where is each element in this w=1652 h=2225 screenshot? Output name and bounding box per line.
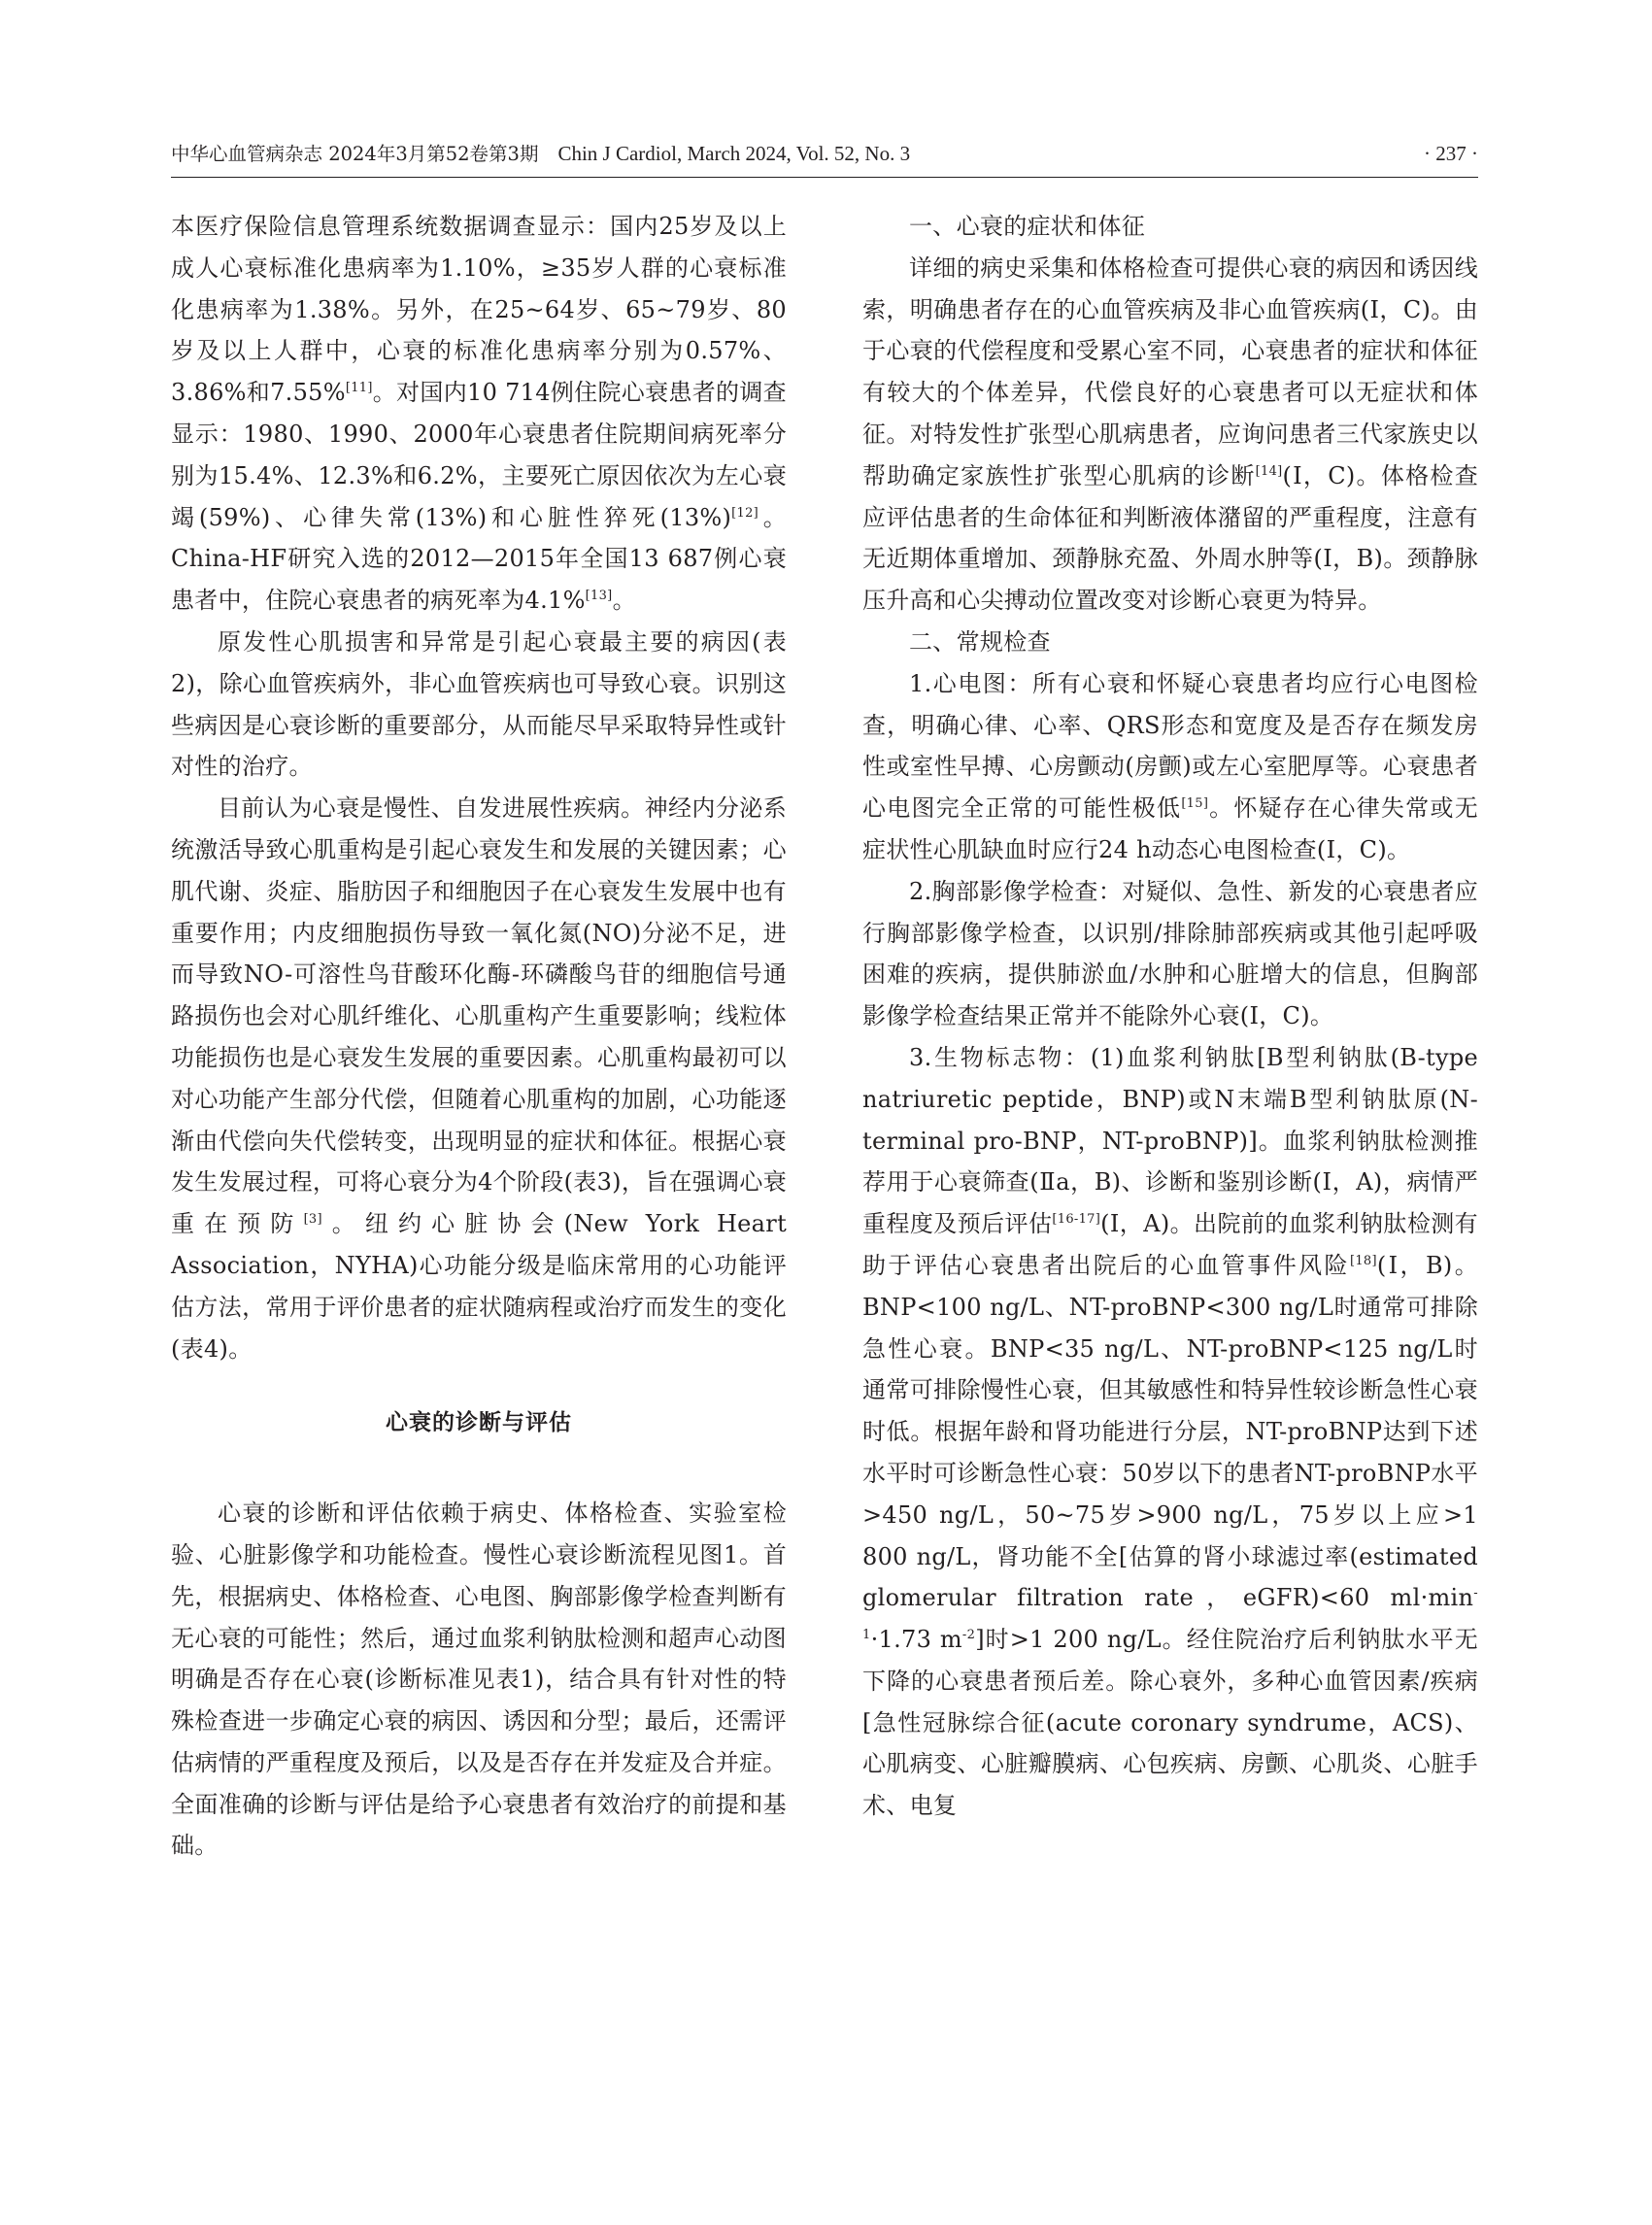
paragraph-diagnosis-overview: 心衰的诊断和评估依赖于病史、体格检查、实验室检验、心脏影像学和功能检查。慢性心衰诊断流程见图1。首先，根据病史、体格检查、心电图、胸部影像学检查判断有无心衰的可能性；然后，通过血浆利钠肽检测和超声心动图明确是否存在心衰(诊断标准见表1)，结合具有针对性的特殊检查进一步确定心衰的病因、诱因和分型；最后，还需评估病情的严重程度及预后，以及是否存在并发症及合并症。全面准确的诊断与评估是给予心衰患者有效治疗的前提和基础。 bbox=[171, 1500, 787, 1860]
citation-ref: [12] bbox=[731, 505, 759, 521]
exponent: -2 bbox=[961, 1628, 976, 1643]
header-rule bbox=[171, 177, 1478, 178]
paragraph-symptoms: 详细的病史采集和体格检查可提供心衰的病因和诱因线索，明确患者存在的心血管疾病及非心血管疾病(Ⅰ，C)。由于心衰的代偿程度和受累心室不同，心衰患者的症状和体征有较大的个体差异，代偿良好的心衰患者可以无症状和体征。对特发性扩张型心肌病患者，应询问患者三代家族史以帮助确定家族性扩张型心肌病的诊断[14](Ⅰ，C)。体格检查应评估患者的生命体征和判断液体潴留的严重程度，注意有无近期体重增加、颈静脉充盈、外周水肿等(Ⅰ，B)。颈静脉压升高和心尖搏动位置改变对诊断心衰更为特异。 bbox=[862, 253, 1478, 615]
paragraph-pathophysiology: 目前认为心衰是慢性、自发进展性疾病。神经内分泌系统激活导致心肌重构是引起心衰发生和发展的关键因素；心肌代谢、炎症、脂肪因子和细胞因子在心衰发生发展中也有重要作用；内皮细胞损伤导致一氧化氮(NO)分泌不足，进而导致NO-可溶性鸟苷酸环化酶-环磷酸鸟苷的细胞信号通路损伤也会对心肌纤维化、心肌重构产生重要影响；线粒体功能损伤也是心衰发生发展的重要因素。心肌重构最初可以对心功能产生部分代偿，但随着心肌重构的加剧，心功能逐渐由代偿向失代偿转变，出现明显的症状和体征。根据心衰发生发展过程，可将心衰分为4个阶段(表3)，旨在强调心衰重在预防[3]。纽约心脏协会(New York Heart Association，NYHA)心功能分级是临床常用的心功能评估方法，常用于评价患者的症状随病程或治疗而发生的变化(表4)。 bbox=[171, 794, 788, 1363]
journal-citation bbox=[171, 134, 910, 174]
subheading-symptoms: 一、心衰的症状和体征 bbox=[909, 213, 1145, 240]
citation-ref: [15] bbox=[1181, 796, 1209, 812]
citation-ref: [16-17] bbox=[1052, 1212, 1101, 1228]
running-header bbox=[171, 134, 1478, 173]
citation-ref: [14] bbox=[1255, 463, 1283, 479]
exponent: -1 bbox=[862, 1586, 1478, 1643]
paragraph-biomarkers: 3.生物标志物：(1)血浆利钠肽[B型利钠肽(B-type natriuretic peptide，BNP)或N末端B型利钠肽原(N-terminal pro-BNP，NT-proBNP)]。血浆利钠肽检测推荐用于心衰筛查(Ⅱa，B)、诊断和鉴别诊断(Ⅰ，A)，病情严重程度及预后评估[16-17](Ⅰ，A)。出院前的血浆利钠肽检测有助于评估心衰患者出院后的心血管事件风险[18](Ⅰ，B)。BNP<100 ng/L、NT-proBNP<300 ng/L时通常可排除急性心衰。BNP<35 ng/L、NT-proBNP<125 ng/L时通常可排除慢性心衰，但其敏感性和特异性较诊断急性心衰时低。根据年龄和肾功能进行分层，NT-proBNP达到下述水平时可诊断急性心衰：50岁以下的患者NT-proBNP水平>450 ng/L，50~75岁>900 ng/L，75岁以上应>1 800 ng/L，肾功能不全[估算的肾小球滤过率(estimated glomerular filtration rate，eGFR)<60 $ml\cdot\min^{-1}\cdot 1.73$ $m^{-2}$]时>1 200 ng/L。经住院治疗后利钠肽水平无下降的心衰患者预后差。除心衰外，多种心血管因素/疾病[急性冠脉综合征(acute coronary syndrume，ACS)、心肌病变、心脏瓣膜病、心包疾病、房颤、心肌炎、心脏手术、电复 bbox=[862, 1043, 1478, 1820]
citation-ref: [18] bbox=[1349, 1253, 1377, 1268]
citation-ref: [11] bbox=[345, 381, 373, 396]
left-column bbox=[171, 206, 787, 1867]
paragraph-etiology: 原发性心肌损害和异常是引起心衰最主要的病因(表2)，除心血管疾病外，非心血管疾病也可导致心衰。识别这些病因是心衰诊断的重要部分，从而能尽早采取特异性或针对性的治疗。 bbox=[171, 627, 787, 781]
journal-title-en: Chin J Cardiol, March 2024, Vol. 52, No. 3 bbox=[557, 142, 911, 165]
paragraph-ecg: 1.心电图：所有心衰和怀疑心衰患者均应行心电图检查，明确心律、心率、QRS形态和宽度及是否存在频发房性或室性早搏、心房颤动(房颤)或左心室肥厚等。心衰患者心电图完全正常的可能性极低[15]。怀疑存在心律失常或无症状性心肌缺血时应行24 h动态心电图检查(Ⅰ，C)。 bbox=[862, 669, 1478, 863]
page-number: · 237 · bbox=[1424, 142, 1478, 165]
paragraph-chest-imaging: 2.胸部影像学检查：对疑似、急性、新发的心衰患者应行胸部影像学检查，以识别/排除肺部疾病或其他引起呼吸困难的疾病，提供肺淤血/水肿和心脏增大的信息，但胸部影像学检查结果正常并不能除外心衰(Ⅰ，C)。 bbox=[862, 877, 1478, 1030]
paragraph-prevalence: 本医疗保险信息管理系统数据调查显示：国内25岁及以上成人心衰标准化患病率为1.10%，≥35岁人群的心衰标准化患病率为1.38%。另外，在25~64岁、65~79岁、80岁及以上人群中，心衰的标准化患病率分别为0.57%、3.86%和7.55%[11]。对国内10 714例住院心衰患者的调查显示：1980、1990、2000年心衰患者住院期间病死率分别为15.4%、12.3%和6.2%，主要死亡原因依次为左心衰竭(59%)、心律失常(13%)和心脏性猝死(13%)[12]。China-HF研究入选的2012—2015年全国13 687例心衰患者中，住院心衰患者的病死率为4.1%[13]。 bbox=[171, 213, 787, 615]
citation-ref: [13] bbox=[585, 589, 613, 604]
section-heading: 心衰的诊断与评估 bbox=[386, 1410, 572, 1436]
right-column bbox=[862, 206, 1478, 1827]
citation-ref: [3] bbox=[303, 1212, 322, 1228]
subheading-routine-tests: 二、常规检查 bbox=[909, 627, 1051, 656]
journal-title-cn: 中华心血管病杂志 2024年3月第52卷第3期 bbox=[171, 143, 539, 165]
